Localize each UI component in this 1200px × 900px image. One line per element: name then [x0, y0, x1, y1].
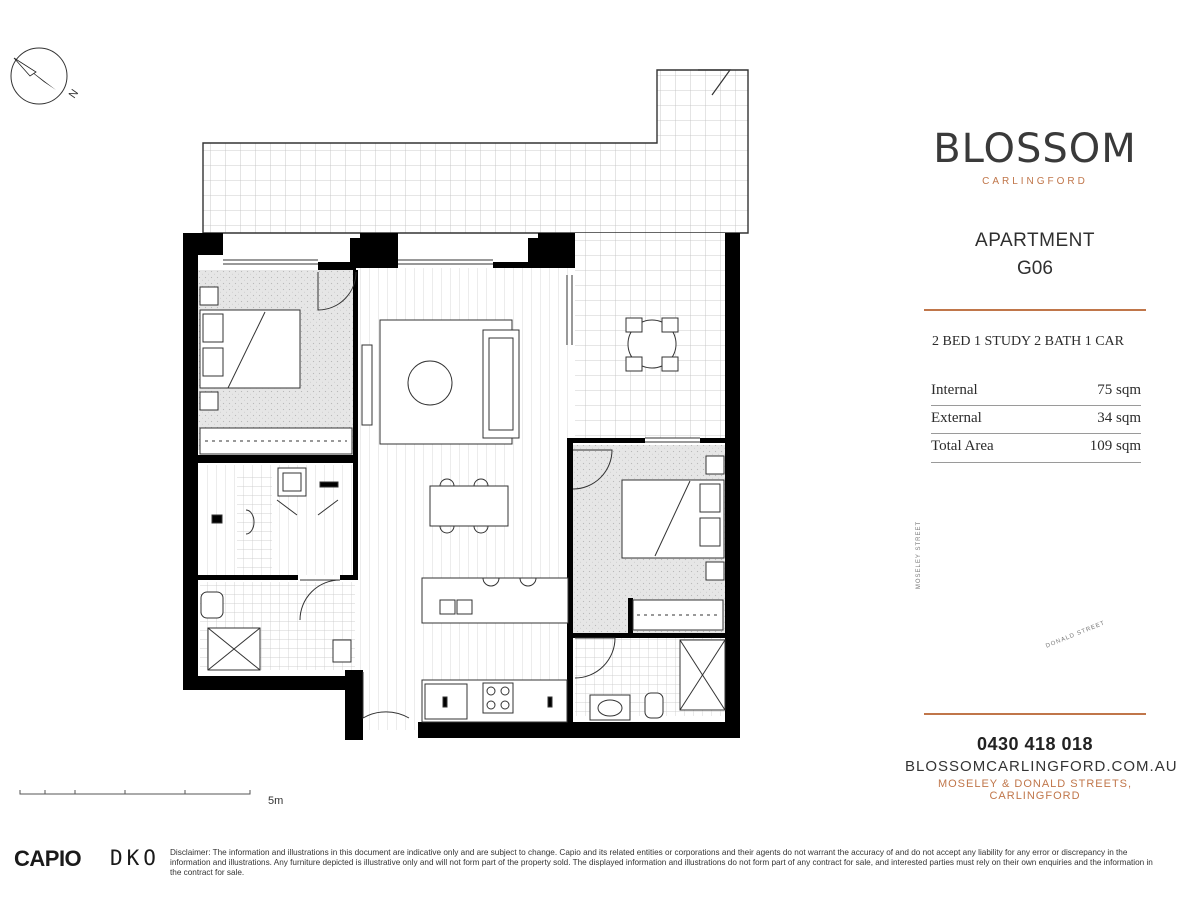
- divider: [931, 405, 1141, 406]
- divider: [924, 713, 1146, 715]
- apartment-code: G06: [1017, 258, 1053, 279]
- area-label: Total Area: [931, 438, 994, 454]
- area-value: 109 sqm: [1089, 438, 1141, 454]
- kitchen-bench: [422, 680, 567, 722]
- kitchen-island: [422, 578, 568, 623]
- divider: [931, 462, 1141, 463]
- divider: [924, 309, 1146, 311]
- street-label-donald: DONALD STREET: [1045, 620, 1107, 650]
- scale-bar: [20, 790, 250, 794]
- scale-label: 5m: [268, 795, 284, 807]
- dko-logo: DKO: [110, 846, 160, 870]
- area-label: Internal: [931, 382, 978, 398]
- outdoor-table: [626, 318, 678, 371]
- north-compass-icon: [11, 48, 67, 104]
- street-label-moseley: MOSELEY STREET: [916, 520, 923, 590]
- apartment-title: APARTMENT: [975, 230, 1095, 251]
- apartment-configuration: 2 BED 1 STUDY 2 BATH 1 CAR: [932, 334, 1124, 349]
- area-value: 34 sqm: [1097, 410, 1141, 426]
- contact-website[interactable]: BLOSSOMCARLINGFORD.COM.AU: [905, 758, 1178, 775]
- capio-logo: CAPIO: [14, 846, 82, 871]
- contact-address: MOSELEY & DONALD STREETS, CARLINGFORD: [937, 778, 1133, 802]
- north-label: N: [66, 87, 82, 101]
- area-value: 75 sqm: [1097, 382, 1141, 398]
- area-label: External: [931, 410, 982, 426]
- divider: [931, 433, 1141, 434]
- disclaimer-text: Disclaimer: The information and illustrations in this document are indicative only and are subject to change. Capio and its related entities or corporations and their agents do not warrant the accuracy of and do not accept any liability for any error or discrepancy in the information and illustrations. Any furniture depicted is illustrative only and will not form part of the property sold. The displayed information and illustrations do not form part of any contract for sale, and interested parties must rely on their own enquiries and the information in the contract for sale.: [170, 848, 1153, 877]
- dining-table: [430, 479, 508, 533]
- brand-name: BLOSSOM: [933, 126, 1137, 172]
- brand-location: CARLINGFORD: [982, 176, 1088, 187]
- contact-phone[interactable]: 0430 418 018: [976, 734, 1094, 754]
- living-furniture: [362, 320, 519, 444]
